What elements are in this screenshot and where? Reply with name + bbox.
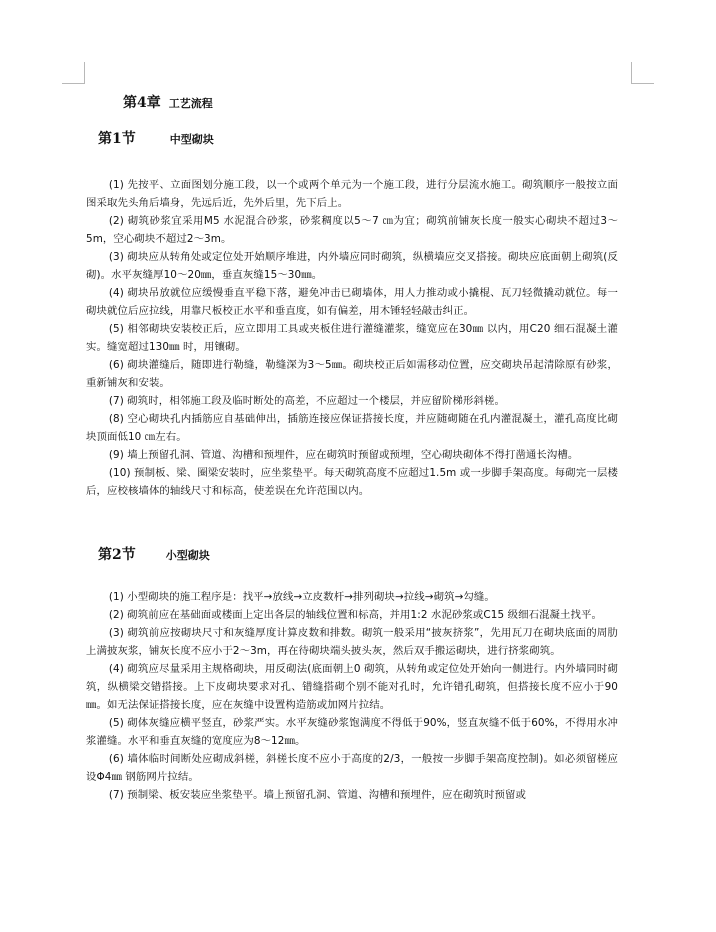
crop-mark-top-right-horizontal xyxy=(632,83,654,84)
paragraph: (1) 先按平、立面图划分施工段，以一个或两个单元为一个施工段，进行分层流水施工。砌筑顺序一般按立面图采取先头角后墙身，先远后近，先外后里，先下后上。 xyxy=(86,179,618,209)
chapter-number: 第4章 xyxy=(123,95,161,111)
section-title: 小型砌块 xyxy=(165,549,210,562)
paragraph: (10) 预制板、梁、圈梁安装时，应坐浆垫平。每天砌筑高度不应超过1.5m 或一步脚手架高度。每砌完一层楼后，应校核墙体的轴线尺寸和标高，使差误在允许范围以内。 xyxy=(86,467,618,497)
paragraph: (2) 砌筑前应在基础面或楼面上定出各层的轴线位置和标高，并用1:2 水泥砂浆或C15 级细石混凝土找平。 xyxy=(108,609,603,621)
paragraph: (8) 空心砌块孔内插筋应自基础伸出，插筋连接应保证搭接长度，并应随砌随在孔内灌混凝土，灌孔高度比砌块顶面低10 ㎝左右。 xyxy=(86,413,618,443)
chapter-title: 工艺流程 xyxy=(168,97,213,110)
section-title: 中型砌块 xyxy=(169,133,214,146)
paragraph: (3) 砌块应从转角处或定位处开始顺序堆进，内外墙应同时砌筑，纵横墙应交叉搭接。砌块应底面朝上砌筑(反砌)。水平灰缝厚10～20㎜，垂直灰缝15～30㎜。 xyxy=(86,251,618,281)
paragraph: (1) 小型砌块的施工程序是：找平→放线→立皮数杆→排列砌块→拉线→砌筑→勾缝。 xyxy=(108,591,495,603)
paragraph: (6) 墙体临时间断处应砌成斜槎，斜槎长度不应小于高度的2/3，一般按一步脚手架高度控制)。如必须留槎应设Φ4㎜ 钢筋网片拉结。 xyxy=(86,753,618,783)
paragraph: (4) 砌块吊放就位应缓慢垂直平稳下落，避免冲击已砌墙体，用人力推动或小撬棍、瓦刀轻微撬动就位。每一砌块就位后应拉线，用靠尺板校正水平和垂直度，如有偏差，用木锤轻轻敲击纠正。 xyxy=(86,287,618,317)
paragraph: (4) 砌筑应尽量采用主规格砌块，用反砌法(底面朝上0 砌筑，从转角或定位处开始向一侧进行。内外墙同时砌筑，纵横梁交错搭接。上下皮砌块要求对孔、错缝搭砌个别不能对孔时，允许错孔砌筑，但搭接长度不应小于90㎜。如无法保证搭接长度，应在灰缝中设置构造筋或加网片拉结。 xyxy=(86,663,618,711)
section-heading xyxy=(98,128,618,150)
paragraph: (5) 相邻砌块安装校正后，应立即用工具或夹板住进行灌缝灌浆，缝宽应在30㎜ 以内，用C20 细石混凝土灌实。缝宽超过130㎜ 时，用镶砌。 xyxy=(86,323,618,353)
section-heading xyxy=(98,544,618,566)
section-number: 第1节 xyxy=(98,131,136,147)
paragraph: (9) 墙上预留孔洞、管道、沟槽和预埋件，应在砌筑时预留或预埋，空心砌块砌体不得打凿通长沟槽。 xyxy=(108,449,579,461)
section-body xyxy=(86,176,618,500)
paragraph: (7) 预制梁、板安装应坐浆垫平。墙上预留孔洞、管道、沟槽和预埋件，应在砌筑时预留或 xyxy=(108,789,526,801)
crop-mark-top-left-horizontal xyxy=(62,83,84,84)
document-content xyxy=(86,92,618,804)
paragraph: (3) 砌筑前应按砌块尺寸和灰缝厚度计算皮数和排数。砌筑一般采用“披灰挤浆”，先用瓦刀在砌块底面的周肋上满披灰浆，铺灰长度不应小于2～3m，再在待砌块端头披头灰，然后双手搬运砌块，进行挤浆砌筑。 xyxy=(86,627,618,657)
section-number: 第2节 xyxy=(98,547,136,563)
paragraph: (5) 砌体灰缝应横平竖直，砂浆严实。水平灰缝砂浆饱满度不得低于90%，竖直灰缝不低于60%，不得用水冲浆灌缝。水平和垂直灰缝的宽度应为8～12㎜。 xyxy=(86,717,618,747)
crop-mark-top-left-vertical xyxy=(84,62,85,84)
crop-mark-top-right-vertical xyxy=(631,62,632,84)
paragraph: (7) 砌筑时，相邻施工段及临时断处的高差，不应超过一个楼层，并应留阶梯形斜槎。 xyxy=(108,395,505,407)
section-body xyxy=(86,588,618,804)
paragraph: (2) 砌筑砂浆宜采用M5 水泥混合砂浆，砂浆稠度以5～7 ㎝为宜；砌筑前铺灰长度一般实心砌块不超过3～5m，空心砌块不超过2～3m。 xyxy=(86,215,618,245)
chapter-heading xyxy=(123,92,618,114)
paragraph: (6) 砌块灌缝后，随即进行勒缝，勒缝深为3～5㎜。砌块校正后如需移动位置，应交砌块吊起清除原有砂浆，重新铺灰和安装。 xyxy=(86,359,618,389)
